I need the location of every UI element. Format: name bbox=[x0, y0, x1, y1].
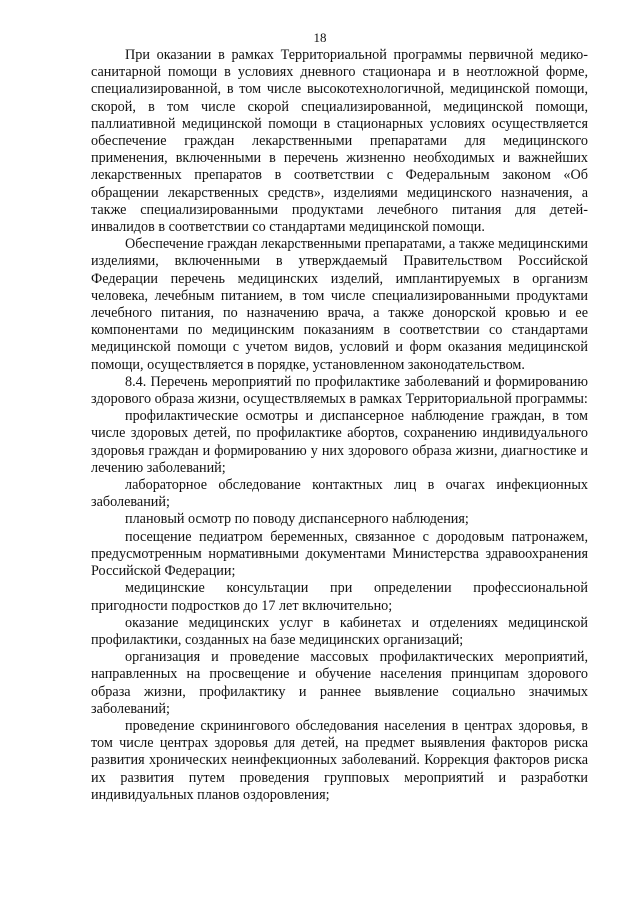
body-paragraph: посещение педиатром беременных, связанное с дородовым патронажем, предусмотренным нормативными документами Министерства здравоохранения Российской Федерации; bbox=[91, 528, 588, 580]
body-paragraph: профилактические осмотры и диспансерное наблюдение граждан, в том числе здоровых детей, по профилактике абортов, сохранению индивидуального здоровья граждан и формированию у них здорового образа жизни, диагностике и лечению заболеваний; bbox=[91, 408, 588, 476]
body-paragraph: проведение скринингового обследования населения в центрах здоровья, в том числе центрах здоровья для детей, на предмет выявления факторов риска развития хронических неинфекционных заболеваний. Коррекция факторов риска их развития путем проведения групповых мероприятий и разработки индивидуальных планов оздоровления; bbox=[91, 717, 588, 803]
body-paragraph: Обеспечение граждан лекарственными препаратами, а также медицинскими изделиями, включенными в утверждаемый Правительством Российской Федерации перечень медицинских изделий, имплантируемых в организм человека, лечебным питанием, в том числе специализированными продуктами лечебного питания, по назначению врача, а также донорской кровью и ее компонентами по медицинским показаниям в соответствии со стандартами медицинской помощи с учетом видов, условий и форм оказания медицинской помощи, осуществляется в порядке, установленном законодательством. bbox=[91, 236, 588, 373]
body-paragraph: медицинские консультации при определении профессиональной пригодности подростков до 17 лет включительно; bbox=[91, 580, 588, 614]
body-paragraph: лабораторное обследование контактных лиц в очагах инфекционных заболеваний; bbox=[91, 477, 588, 511]
body-paragraph: При оказании в рамках Территориальной программы первичной медико-санитарной помощи в условиях дневного стационара и в неотложной форме, специализированной, в том числе высокотехнологичной, медицинской помощи, скорой, в том числе скорой специализированной, медицинской помощи, паллиативной медицинской помощи в стационарных условиях осуществляется обеспечение граждан лекарственными препаратами для медицинского применения, включенными в перечень жизненно необходимых и важнейших лекарственных препаратов в соответствии с Федеральным законом «Об обращении лекарственных средств», изделиями медицинского назначения, а также специализированными продуктами лечебного питания для детей-инвалидов в соответствии со стандартами медицинской помощи. bbox=[91, 47, 588, 236]
body-paragraph: организация и проведение массовых профилактических мероприятий, направленных на просвещение и обучение населения принципам здорового образа жизни, профилактику и раннее выявление социально значимых заболеваний; bbox=[91, 649, 588, 717]
document-body bbox=[91, 47, 588, 804]
body-paragraph: 8.4. Перечень мероприятий по профилактике заболеваний и формированию здорового образа жизни, осуществляемых в рамках Территориальной программы: bbox=[91, 373, 588, 408]
body-paragraph: оказание медицинских услуг в кабинетах и отделениях медицинской профилактики, созданных на базе медицинских организаций; bbox=[91, 614, 588, 648]
page-number: 18 bbox=[313, 30, 327, 45]
body-paragraph: плановый осмотр по поводу диспансерного наблюдения; bbox=[125, 511, 469, 528]
